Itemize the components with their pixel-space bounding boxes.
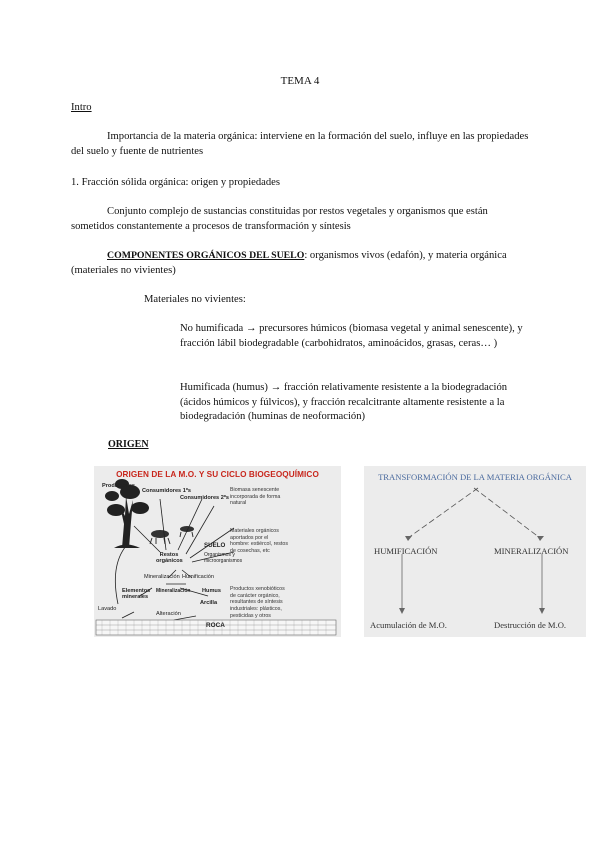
humificada-paragraph: Humificada (humus) → fracción relativamente resistente a la biodegradación (ácidos húmicos y fúlvicos), y fracción recalcitrante altamente resistente a la biodegradación (huminas de neoformación) [180, 382, 508, 422]
label-destruccion: Destrucción de M.O. [494, 620, 567, 630]
label-arcilla: Arcilla [200, 600, 218, 606]
label-humificacion: Humificación [182, 574, 215, 580]
label-mineralizacion: Mineralización [144, 574, 180, 580]
label-lavado: Lavado [98, 606, 117, 612]
figure2-title: TRANSFORMACIÓN DE LA MATERIA ORGÁNICA [378, 472, 572, 482]
figure-origen-ciclo [94, 466, 341, 637]
label-productores: Productores [102, 483, 135, 489]
animal-icon [151, 530, 169, 538]
label-alteracion: Alteración [156, 611, 181, 617]
intro-paragraph: Importancia de la materia orgánica: interviene en la formación del suelo, influye en las propiedades del suelo y fuente de nutrientes [71, 131, 529, 157]
label-mineralizacion2: Mineralización [156, 588, 191, 594]
label-humus: Humus [202, 588, 221, 594]
materiales-label: Materiales no vivientes: [144, 294, 246, 305]
label-suelo: SUELO [204, 542, 226, 549]
componentes-paragraph [71, 249, 533, 278]
no-humificada-paragraph: No humificada → precursores húmicos (biomasa vegetal y animal senescente), y fracción lábil biodegradable (carbohidratos, aminoácidos, grasas, ceras… ) [180, 323, 523, 349]
label-restos: Restos orgánicos [156, 552, 183, 565]
arrow-down-icon [539, 608, 545, 614]
label-mineralizacion-fig2: MINERALIZACIÓN [494, 546, 569, 556]
label-elementos: Elementos minerales [122, 588, 151, 601]
origen-heading: ORIGEN [108, 439, 149, 450]
label-consumidores1: Consumidores 1ºs [142, 488, 191, 494]
page-title: TEMA 4 [280, 75, 320, 87]
figure-transformacion [364, 466, 586, 637]
arrow-down-icon [399, 608, 405, 614]
label-roca: ROCA [206, 622, 225, 629]
label-acumulacion: Acumulación de M.O. [370, 620, 447, 630]
section1-paragraph: Conjunto complejo de sustancias constituidas por restos vegetales y organismos que están sometidos constantemente a procesos de transformación y síntesis [71, 206, 488, 232]
section1-heading: 1. Fracción sólida orgánica: origen y propiedades [71, 177, 280, 188]
note-biomasa: Biomasa senescente incorporada de forma natural [230, 487, 281, 507]
note-materiales: Materiales orgánicos aportados por el hombre: estiércol, restos de cosechas, etc [230, 528, 288, 555]
label-organismos: Organismos y microorganismos [204, 552, 243, 565]
componentes-label: COMPONENTES ORGÁNICOS DEL SUELO [107, 250, 305, 261]
label-consumidores2: Consumidores 2ºs [180, 495, 229, 501]
componentes-text: : organismos vivos (edafón), y materia orgánica (materiales no vivientes) [71, 250, 507, 276]
figure1-title: ORIGEN DE LA M.O. Y SU CICLO BIOGEOQUÍMICO [116, 470, 319, 479]
label-humificacion-fig2: HUMIFICACIÓN [374, 546, 438, 556]
note-xenobioticos: Productos xenobióticos de carácter orgánico, resultantes de síntesis industriales: plásticos, pesticidas y otros [230, 586, 285, 619]
intro-heading: Intro [71, 102, 92, 113]
